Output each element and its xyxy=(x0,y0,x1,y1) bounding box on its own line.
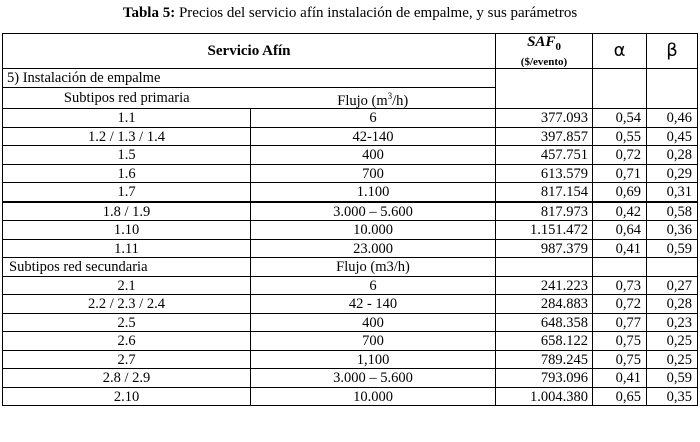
section-title: 5) Instalación de empalme xyxy=(3,69,496,88)
subtype-cell: 1.7 xyxy=(3,183,251,202)
flow-cell: 6 xyxy=(251,109,496,128)
table-row xyxy=(3,109,698,128)
flow-cell: 400 xyxy=(251,313,496,332)
header-beta: β xyxy=(647,34,698,69)
subtype-cell: 1.6 xyxy=(3,164,251,183)
saf-cell: 817.973 xyxy=(496,202,593,221)
flow-cell: 400 xyxy=(251,146,496,165)
empty-cell xyxy=(593,87,647,109)
table-row xyxy=(3,276,698,295)
saf-cell: 648.358 xyxy=(496,313,593,332)
table-row xyxy=(3,387,698,406)
alpha-cell: 0,41 xyxy=(593,239,647,258)
table-row xyxy=(3,183,698,202)
subtype-cell: 1.2 / 1.3 / 1.4 xyxy=(3,127,251,146)
table-row xyxy=(3,202,698,221)
table-row xyxy=(3,313,698,332)
header-row xyxy=(3,34,698,69)
empty-cell xyxy=(496,258,593,277)
subtype-cell: 2.5 xyxy=(3,313,251,332)
saf-cell: 377.093 xyxy=(496,109,593,128)
beta-cell: 0,35 xyxy=(647,387,698,406)
subtype-cell: 1.11 xyxy=(3,239,251,258)
subtype-cell: 1.10 xyxy=(3,221,251,240)
table-row xyxy=(3,239,698,258)
alpha-cell: 0,73 xyxy=(593,276,647,295)
subtype-cell: 1.5 xyxy=(3,146,251,165)
header-service: Servicio Afín xyxy=(3,34,496,69)
flow-cell: 700 xyxy=(251,164,496,183)
saf-cell: 793.096 xyxy=(496,369,593,388)
saf-cell: 1.151.472 xyxy=(496,221,593,240)
flow-cell: 6 xyxy=(251,276,496,295)
beta-cell: 0,25 xyxy=(647,350,698,369)
saf-cell: 241.223 xyxy=(496,276,593,295)
empty-cell xyxy=(593,258,647,277)
alpha-cell: 0,75 xyxy=(593,350,647,369)
alpha-cell: 0,77 xyxy=(593,313,647,332)
table-row xyxy=(3,369,698,388)
flow-cell: 10.000 xyxy=(251,221,496,240)
alpha-cell: 0,41 xyxy=(593,369,647,388)
section-row xyxy=(3,69,698,88)
saf-cell: 658.122 xyxy=(496,332,593,351)
empty-cell xyxy=(647,87,698,109)
table-caption xyxy=(0,4,700,22)
subtype-cell: 1.1 xyxy=(3,109,251,128)
flow-cell: 1,100 xyxy=(251,350,496,369)
beta-cell: 0,28 xyxy=(647,295,698,314)
prices-table xyxy=(2,33,698,406)
flow-cell: 1.100 xyxy=(251,183,496,202)
empty-cell xyxy=(647,258,698,277)
table-row xyxy=(3,221,698,240)
flow-cell: 3.000 – 5.600 xyxy=(251,369,496,388)
empty-cell xyxy=(647,69,698,88)
subtype-cell: 2.10 xyxy=(3,387,251,406)
flow-cell: 10.000 xyxy=(251,387,496,406)
alpha-cell: 0,55 xyxy=(593,127,647,146)
alpha-cell: 0,42 xyxy=(593,202,647,221)
subtype-cell: 2.1 xyxy=(3,276,251,295)
saf-cell: 1.004.380 xyxy=(496,387,593,406)
subtype-cell: 2.8 / 2.9 xyxy=(3,369,251,388)
alpha-cell: 0,72 xyxy=(593,295,647,314)
saf-cell: 789.245 xyxy=(496,350,593,369)
primary-label: Subtipos red primaria xyxy=(3,87,251,109)
beta-cell: 0,59 xyxy=(647,369,698,388)
beta-cell: 0,58 xyxy=(647,202,698,221)
secondary-flow-label: Flujo (m3/h) xyxy=(251,258,496,277)
primary-subheader-row xyxy=(3,87,698,109)
empty-cell xyxy=(593,69,647,88)
subtype-cell: 2.2 / 2.3 / 2.4 xyxy=(3,295,251,314)
empty-cell xyxy=(496,69,593,88)
saf-subscript: 0 xyxy=(555,41,561,53)
beta-cell: 0,28 xyxy=(647,146,698,165)
alpha-cell: 0,69 xyxy=(593,183,647,202)
beta-cell: 0,45 xyxy=(647,127,698,146)
alpha-cell: 0,72 xyxy=(593,146,647,165)
flow-cell: 42-140 xyxy=(251,127,496,146)
beta-cell: 0,29 xyxy=(647,164,698,183)
alpha-cell: 0,54 xyxy=(593,109,647,128)
table-row xyxy=(3,127,698,146)
saf-cell: 817.154 xyxy=(496,183,593,202)
subtype-cell: 2.7 xyxy=(3,350,251,369)
secondary-subheader-row xyxy=(3,258,698,277)
beta-cell: 0,25 xyxy=(647,332,698,351)
table-row xyxy=(3,164,698,183)
secondary-label: Subtipos red secundaria xyxy=(3,258,251,277)
beta-cell: 0,31 xyxy=(647,183,698,202)
table-row xyxy=(3,332,698,351)
alpha-cell: 0,75 xyxy=(593,332,647,351)
alpha-cell: 0,71 xyxy=(593,164,647,183)
alpha-cell: 0,64 xyxy=(593,221,647,240)
header-alpha: α xyxy=(593,34,647,69)
empty-cell xyxy=(496,87,593,109)
saf-cell: 284.883 xyxy=(496,295,593,314)
subtype-cell: 1.8 / 1.9 xyxy=(3,202,251,221)
table-row xyxy=(3,295,698,314)
beta-cell: 0,46 xyxy=(647,109,698,128)
header-saf xyxy=(496,34,593,69)
beta-cell: 0,59 xyxy=(647,239,698,258)
primary-flow-label: Flujo $(m^3/h)$ xyxy=(251,87,496,109)
flow-cell: 23.000 xyxy=(251,239,496,258)
caption-label: Tabla 5: xyxy=(122,5,176,21)
flow-cell: 42 - 140 xyxy=(251,295,496,314)
saf-unit: ($/evento) xyxy=(520,56,568,68)
saf-cell: 457.751 xyxy=(496,146,593,165)
saf-cell: 613.579 xyxy=(496,164,593,183)
saf-cell: 397.857 xyxy=(496,127,593,146)
flow-cell: 700 xyxy=(251,332,496,351)
alpha-cell: 0,65 xyxy=(593,387,647,406)
beta-cell: 0,27 xyxy=(647,276,698,295)
table-row xyxy=(3,350,698,369)
flow-cell: 3.000 – 5.600 xyxy=(251,202,496,221)
beta-cell: 0,36 xyxy=(647,221,698,240)
table-row xyxy=(3,146,698,165)
subtype-cell: 2.6 xyxy=(3,332,251,351)
saf-cell: 987.379 xyxy=(496,239,593,258)
caption-text: Precios del servicio afín instalación de empalme, y sus parámetros xyxy=(175,5,578,21)
beta-cell: 0,23 xyxy=(647,313,698,332)
saf-symbol: SAF xyxy=(527,34,556,50)
